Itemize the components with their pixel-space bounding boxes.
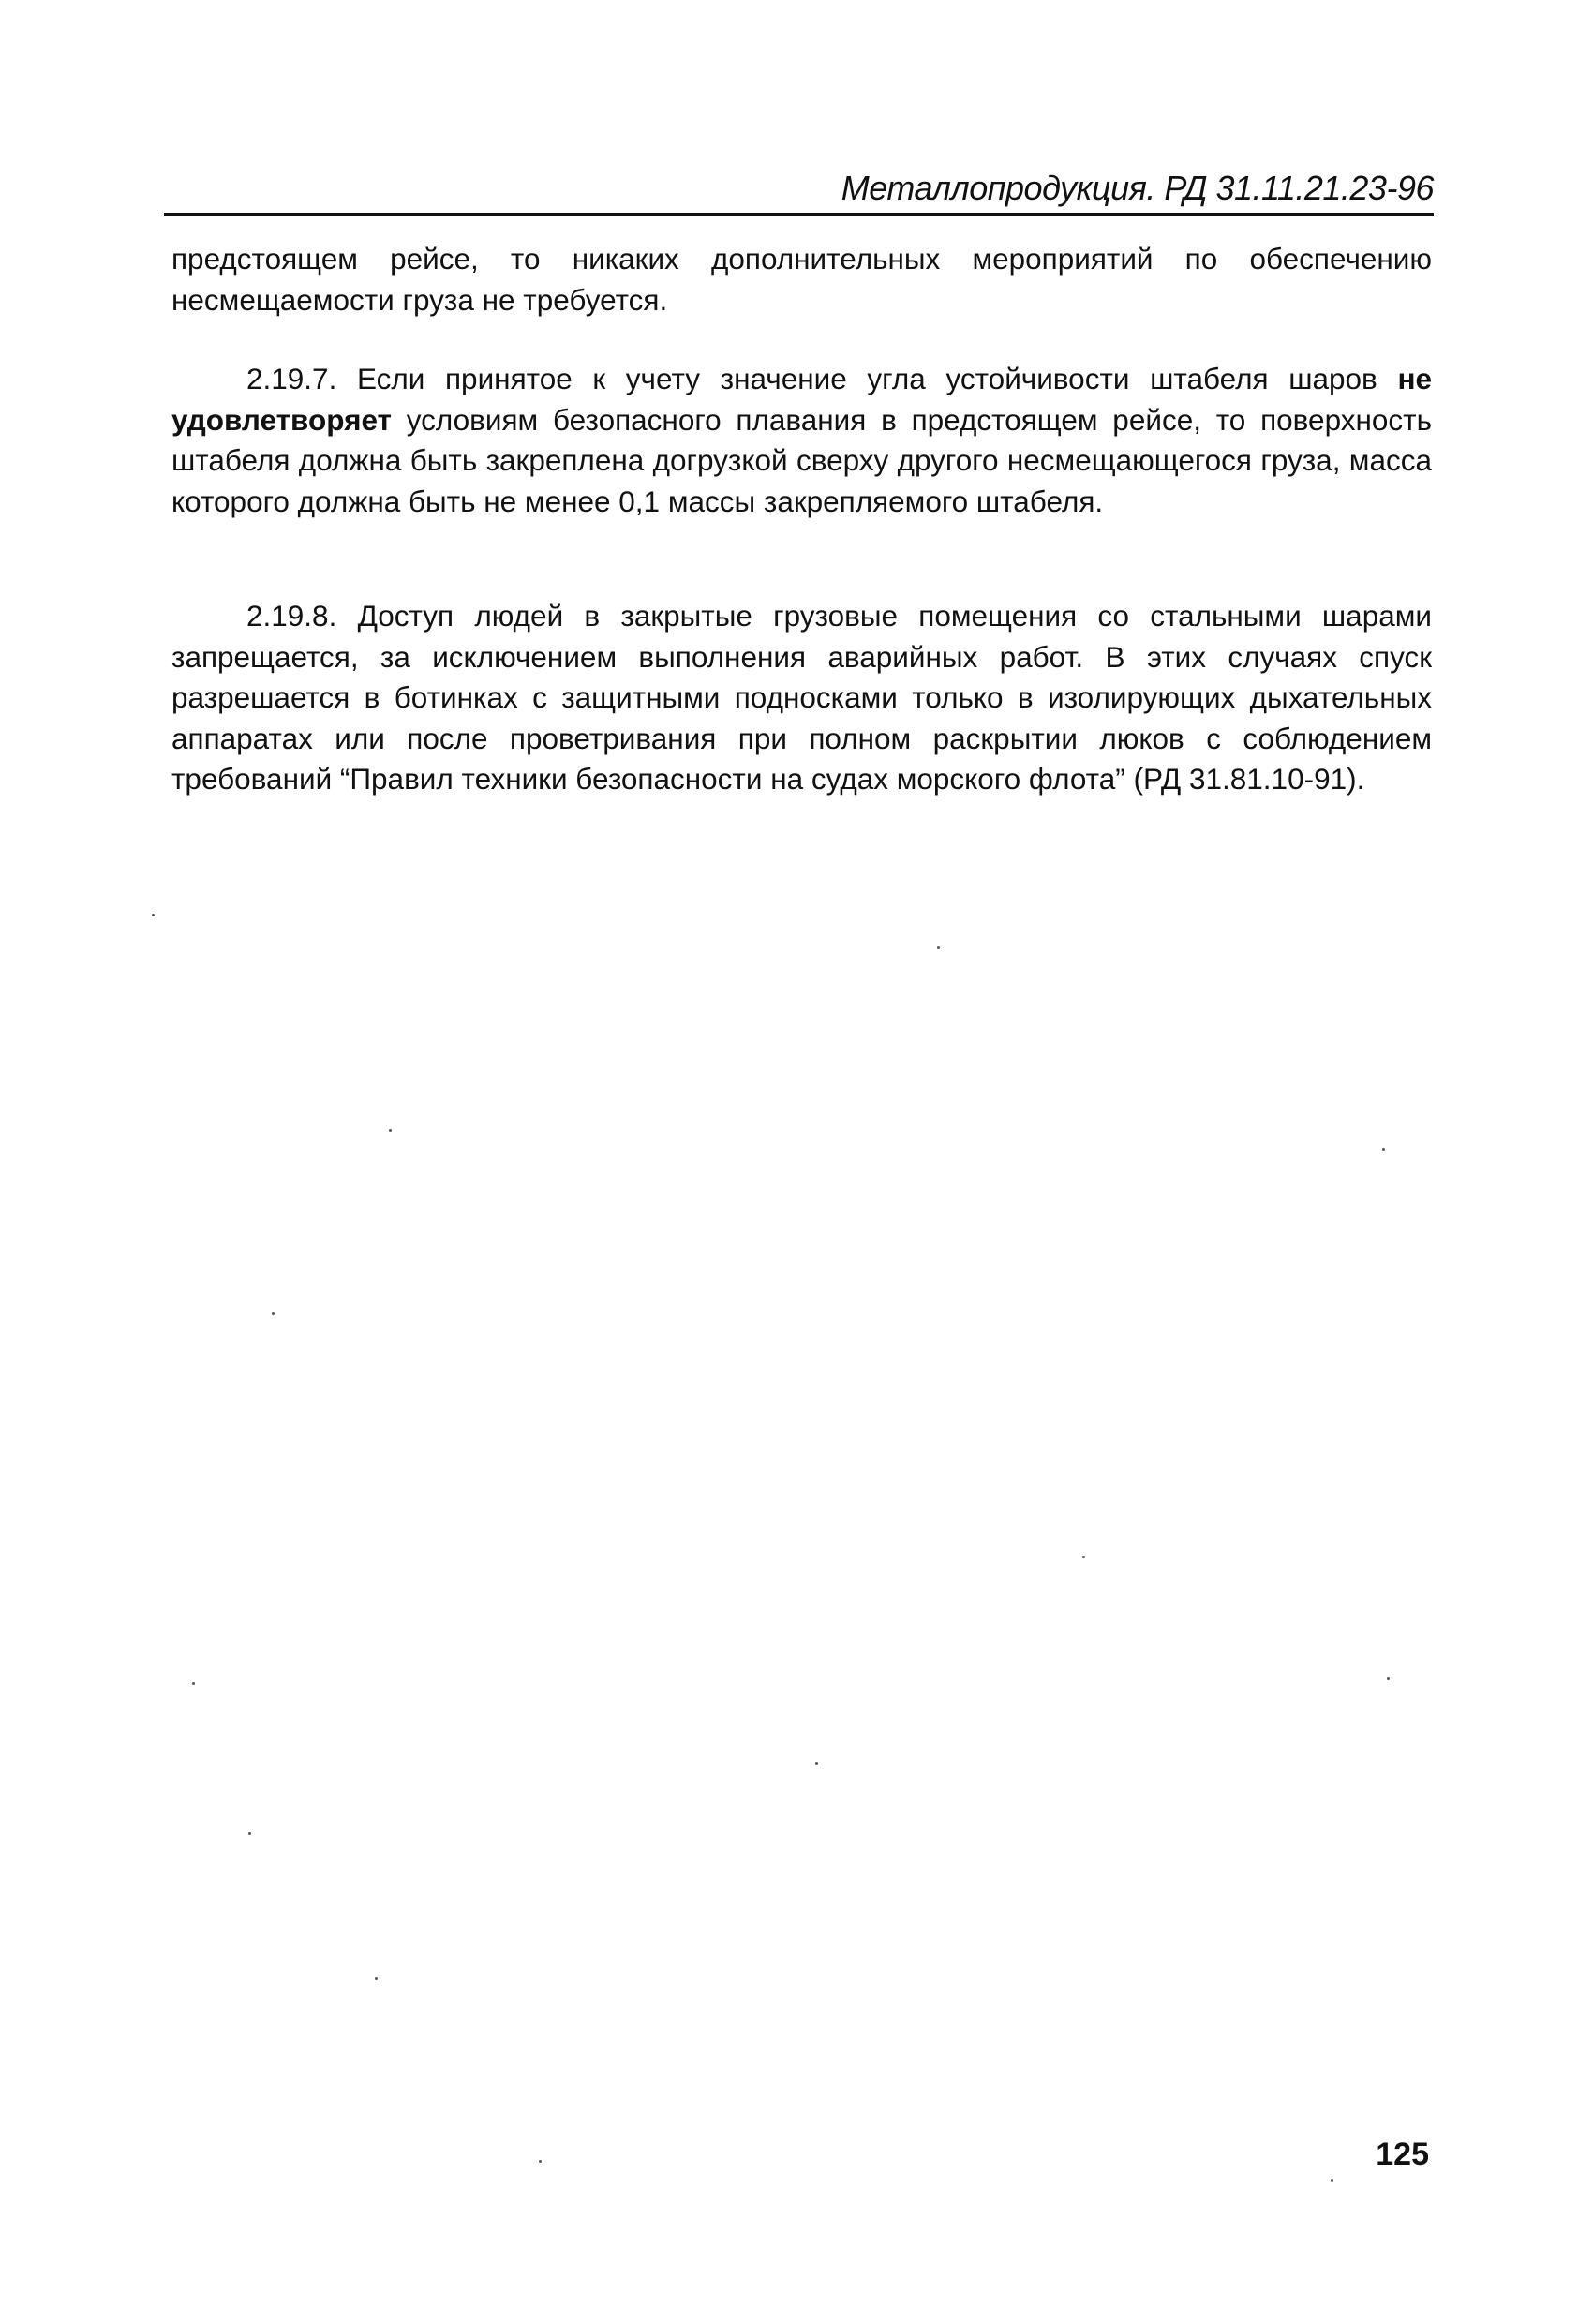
- scan-speck: [815, 1762, 818, 1765]
- paragraph-2-19-7: [171, 359, 1432, 522]
- scan-speck: [1082, 1556, 1085, 1558]
- scan-speck: [248, 1832, 251, 1835]
- scan-speck: [152, 914, 155, 916]
- running-header: Металлопродукция. РД 31.11.21.23-96: [841, 169, 1434, 207]
- scan-speck: [937, 946, 940, 949]
- scan-speck: [375, 1977, 378, 1980]
- scan-speck: [389, 1129, 392, 1132]
- scan-speck: [1382, 1148, 1385, 1151]
- scan-speck: [1331, 2179, 1333, 2182]
- paragraph-continuation: предстоящем рейсе, то никаких дополнительных мероприятий по обеспечению несмещаемости груза не требуется.: [171, 242, 1432, 317]
- scan-speck: [192, 1682, 195, 1685]
- paragraph-2-19-7-start: 2.19.7. Если принятое к учету значение угла устойчивости штабеля шаров: [246, 362, 1398, 395]
- paragraph-2-19-8: 2.19.8. Доступ людей в закрытые грузовые помещения со стальными шарами запрещается, за исключением выполнения аварийных работ. В этих случаях спуск разрешается в ботинках с защитными подносками только в изолирующих дыхательных аппаратах или после проветривания при полном раскрытии люков с соблюдением требований “Правил техники безопасности на судах морского флота” (РД 31.81.10-91).: [171, 599, 1432, 796]
- scan-speck: [539, 2160, 542, 2163]
- paragraph-2-19-7-emphasis: не удовлетворяет: [171, 362, 1432, 437]
- paragraph-2-19-7-end: условиям безопасного плавания в предстоящем рейсе, то поверхность штабеля должна быть закреплена догрузкой сверху другого несмещающегося груза, масса которого должна быть не менее 0,1 массы закрепляемого штабеля.: [171, 402, 1432, 518]
- header-rule: [164, 213, 1434, 216]
- scan-speck: [272, 1312, 275, 1315]
- scan-speck: [1387, 1677, 1390, 1680]
- page-number: 125: [1376, 2137, 1429, 2172]
